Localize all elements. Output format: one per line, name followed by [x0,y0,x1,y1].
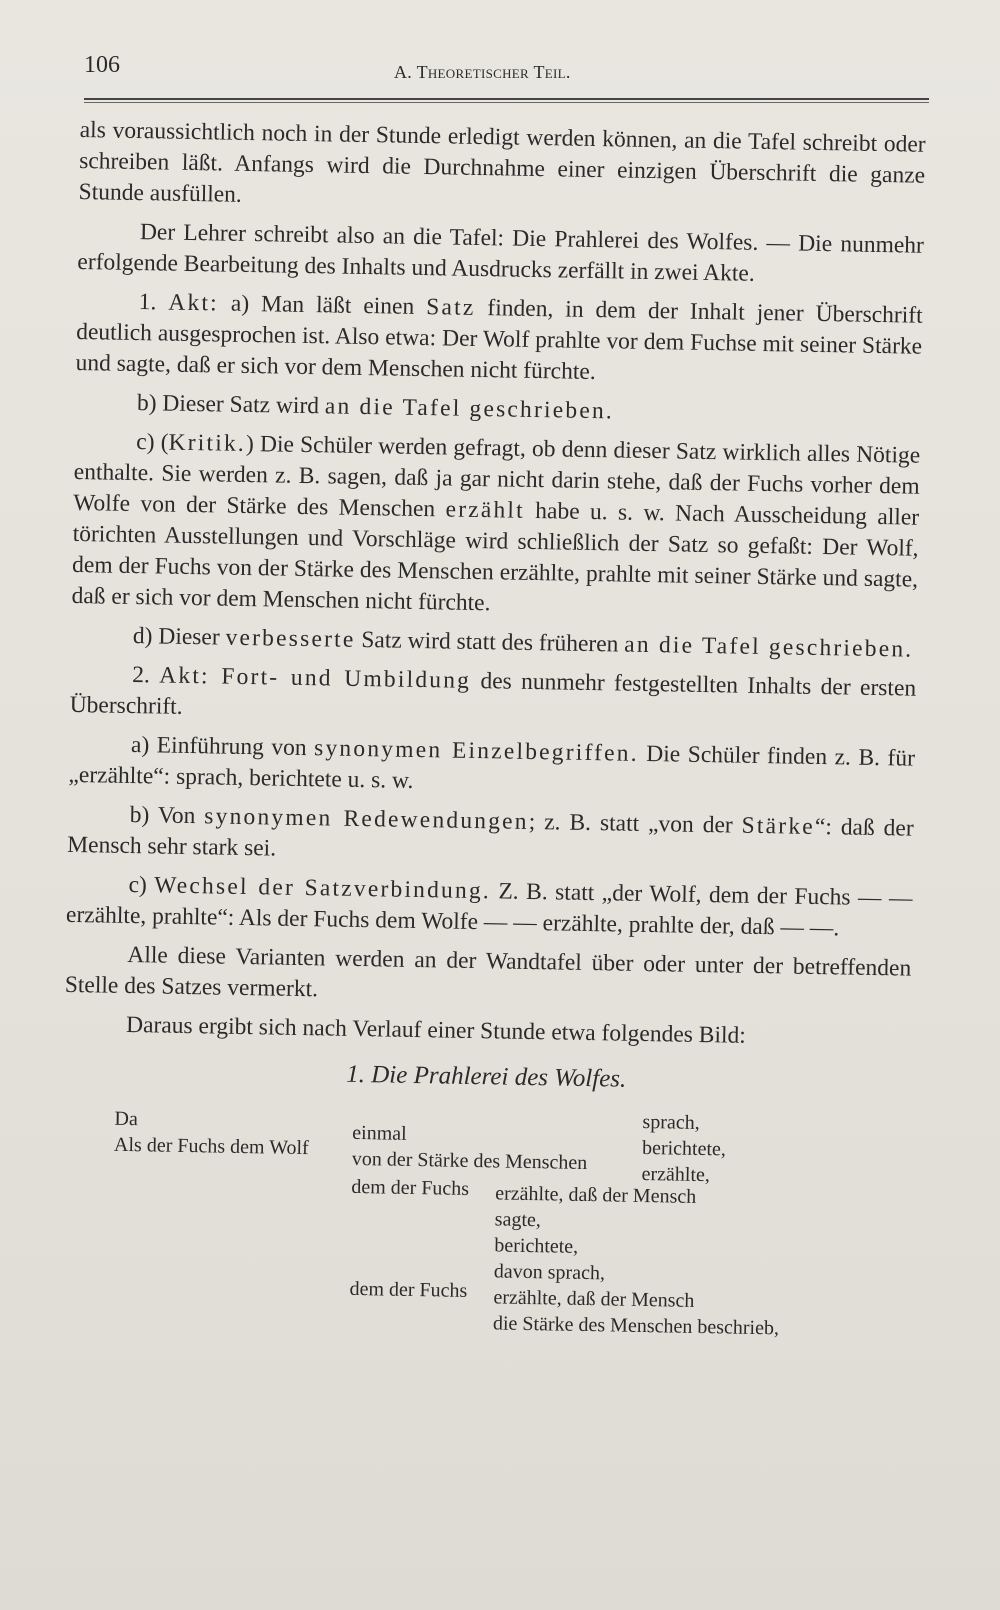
spaced-text: an die Tafel geschrieben. [624,631,914,663]
paragraph-9 [67,799,914,876]
text-run: Satz wird statt des früheren [355,626,625,658]
text-run: des nunmehr festgestellten Inhalts der ersten Überschrift. [69,667,917,720]
text-run: ; z. B. statt „von der [528,808,742,839]
text-run: ) Die Schüler werden gefragt, ob denn dieser Satz wirklich alles Nötige enthalte. Sie werden z. B. sagen, daß ja gar nicht darin stehe, daß der Fuchs vorher dem Wolfe von der Stärke des Menschen [73,430,921,523]
paragraph-12: Daraus ergibt sich nach Verlauf einer Stunde etwa folgendes Bild: [125,1011,747,1049]
page-header [84,52,929,82]
paragraph-10 [66,869,913,946]
spaced-text: verbesserte [225,624,356,653]
section-title: 1. Die Prahlerei des Wolfes. [346,1060,627,1093]
text-run: c) ( [136,429,169,456]
paragraph-2: Der Lehrer schreibt also an die Tafel: Die Prahlerei des Wolfes. — Die nunmehr erfolgende Bearbeitung des Inhalts und Ausdrucks zerfällt in zwei Akte. [77,219,925,287]
text-run: 2. [132,661,160,689]
paragraph-5 [71,426,920,627]
paragraph-11: Alle diese Varianten werden an der Wandtafel über oder unter der betreffenden Stelle des Satzes vermerkt. [64,941,912,1003]
text-run: von [263,734,315,762]
spaced-text: Kritik. [168,429,247,457]
spaced-text: synonymen Einzelbegriffen. [313,735,640,767]
text-run: finden, in dem der Inhalt jener Überschrift deutlich ausgesprochen ist. Also etwa: Der Wolf prahlte vor dem Fuchse mit seiner Stärke und sagte, daß er sich vor dem Menschen nicht fürchte. [75,294,923,386]
schema-sagte: sagte, [494,1208,542,1232]
paragraph-1: als voraussichtlich noch in der Stunde erledigt werden können, an die Tafel schreibt oder schreiben läßt. Anfangs wird die Durchnahme einer einzigen Überschrift die ganze Stunde ausfüllen. [78,116,926,208]
schema-beschrieb: die Stärke des Menschen beschrieb, [492,1312,780,1340]
spaced-text: Stärke [741,812,816,840]
text-run: b) Von [129,801,205,830]
paragraph-4 [75,387,921,433]
paragraph-6 [71,620,917,666]
schema-davon-sprach: davon sprach, [493,1260,606,1285]
header-rule-thin [84,102,929,103]
schema-erzaehlte-1: erzählte, [641,1162,711,1187]
header-rule [84,98,929,100]
text-run: c) [128,871,155,899]
schema-da: Da [114,1107,139,1131]
text-run: a) [130,731,158,759]
spaced-text: Satz [425,294,476,321]
paragraph-7 [69,659,916,736]
schema-dem-der-fuchs-1: dem der Fuchs [351,1175,470,1200]
schema-erzaehlte-dass-2: erzählte, daß der Mensch [493,1286,695,1312]
schema-dem-der-fuchs-2: dem der Fuchs [349,1277,468,1302]
body-text [59,115,926,1354]
schema-berichtete-1: berichtete, [641,1136,727,1161]
paragraph-3 [75,286,922,394]
spaced-text: an die Tafel geschrieben. [324,393,615,425]
text-run: Einführung [156,732,265,761]
schema-einmal: einmal [352,1121,407,1145]
schema-berichtete-2: berichtete, [494,1234,579,1258]
schema-als: Als der Fuchs dem Wolf [113,1133,309,1160]
page-number: 106 [84,52,120,78]
schema-sprach: sprach, [642,1110,700,1134]
text-run: d) Dieser [132,623,226,651]
spaced-text: Akt: Fort- und Umbildung [158,662,472,694]
running-head: A. Theoretischer Teil. [394,62,571,82]
text-run: a) Man läßt einen [218,290,427,321]
text-run: Z. B. statt „der Wolf, dem der Fuchs — — erzählte, prahlte“: Als der Fuchs dem Wolfe — — erzählte, prahlte der, daß — —. [65,878,913,942]
text-run: 1. [138,289,169,316]
text-run: b) Dieser Satz wird [136,390,326,420]
sentence-variants-schema [59,1099,909,1354]
spaced-text: Wechsel der Satzverbindung. [154,872,492,905]
spaced-text: synonymen Redewendungen [204,803,529,835]
text-run: “: daß der Mensch sehr stark sei. [67,813,914,862]
schema-erzaehlte-dass-1: erzählte, daß der Mensch [495,1182,697,1208]
spaced-text: Akt: [168,289,220,317]
schema-von-der-staerke: von der Stärke des Menschen [351,1147,588,1175]
text-run: Die Schüler finden z. B. für „erzählte“: sprach, berichtete u. s. w. [68,740,916,794]
paragraph-8 [68,729,915,806]
text-run: habe u. s. w. Nach Ausscheidung aller törichten Ausstellungen und Vorschläge wird schließlich der Satz so gefaßt: Der Wolf, dem der Fuchs von der Stärke des Menschen erzählte, prahlte mit seiner Stärke und sagte, daß er sich vor dem Menschen nicht fürchte. [71,497,920,617]
spaced-text: erzählt [445,496,526,524]
